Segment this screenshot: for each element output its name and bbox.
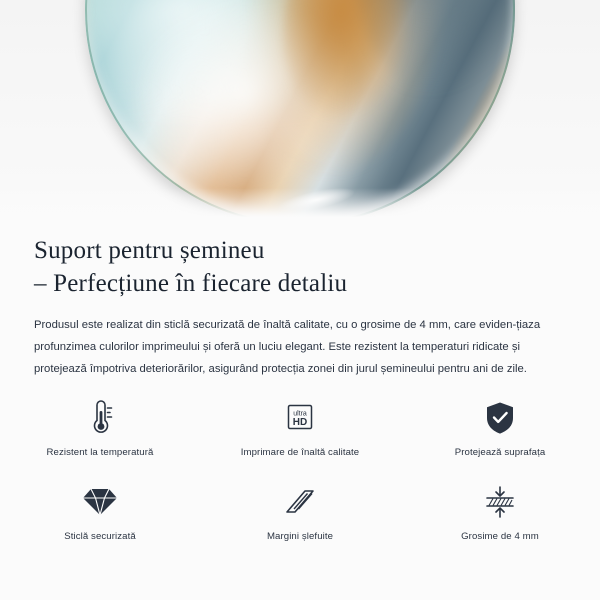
hero-bottom-fade [0,188,600,222]
feature-item-polished-edges [200,482,400,542]
svg-text:ultra: ultra [293,410,307,418]
feature-label: Margini șlefuite [266,531,334,542]
page-title-line-1: Suport pentru șemineu [34,237,265,264]
feature-label: Protejează suprafața [454,447,546,458]
page-title-line-2: – Perfecțiune în fiecare detaliu [34,270,348,297]
description-paragraph: Produsul este realizat din sticlă securizată de înaltă calitate, cu o grosime de 4 mm, care eviden-țiaza profunzimea culorilor imprimeului și oferă un luciu elegant. Este rezistent la temperaturi ridicate și protejează împotriva deteriorărilor, asigurând protecția zonei din jurul șemineului pentru ani de zile. [34,319,541,376]
feature-item-temperature [0,398,200,458]
feature-item-surface-protection [400,398,600,458]
page-title [0,222,600,300]
polished-edges-icon [281,482,319,522]
feature-item-thickness [400,482,600,542]
hero-image [0,0,600,222]
thermometer-icon [83,398,117,438]
svg-text:HD: HD [292,417,308,428]
feature-item-print-quality [200,398,400,458]
text-content [0,222,600,380]
diamond-icon [80,482,120,522]
ultra-hd-icon [281,398,319,438]
feature-label: Imprimare de înaltă calitate [240,447,360,458]
feature-item-tempered-glass [0,482,200,542]
thickness-4mm-icon [481,482,519,522]
shield-check-icon [482,398,518,438]
feature-grid [0,398,600,542]
feature-label: Sticlă securizată [64,531,136,542]
feature-label: Rezistent la temperatură [46,447,154,458]
feature-label: Grosime de 4 mm [461,531,539,542]
